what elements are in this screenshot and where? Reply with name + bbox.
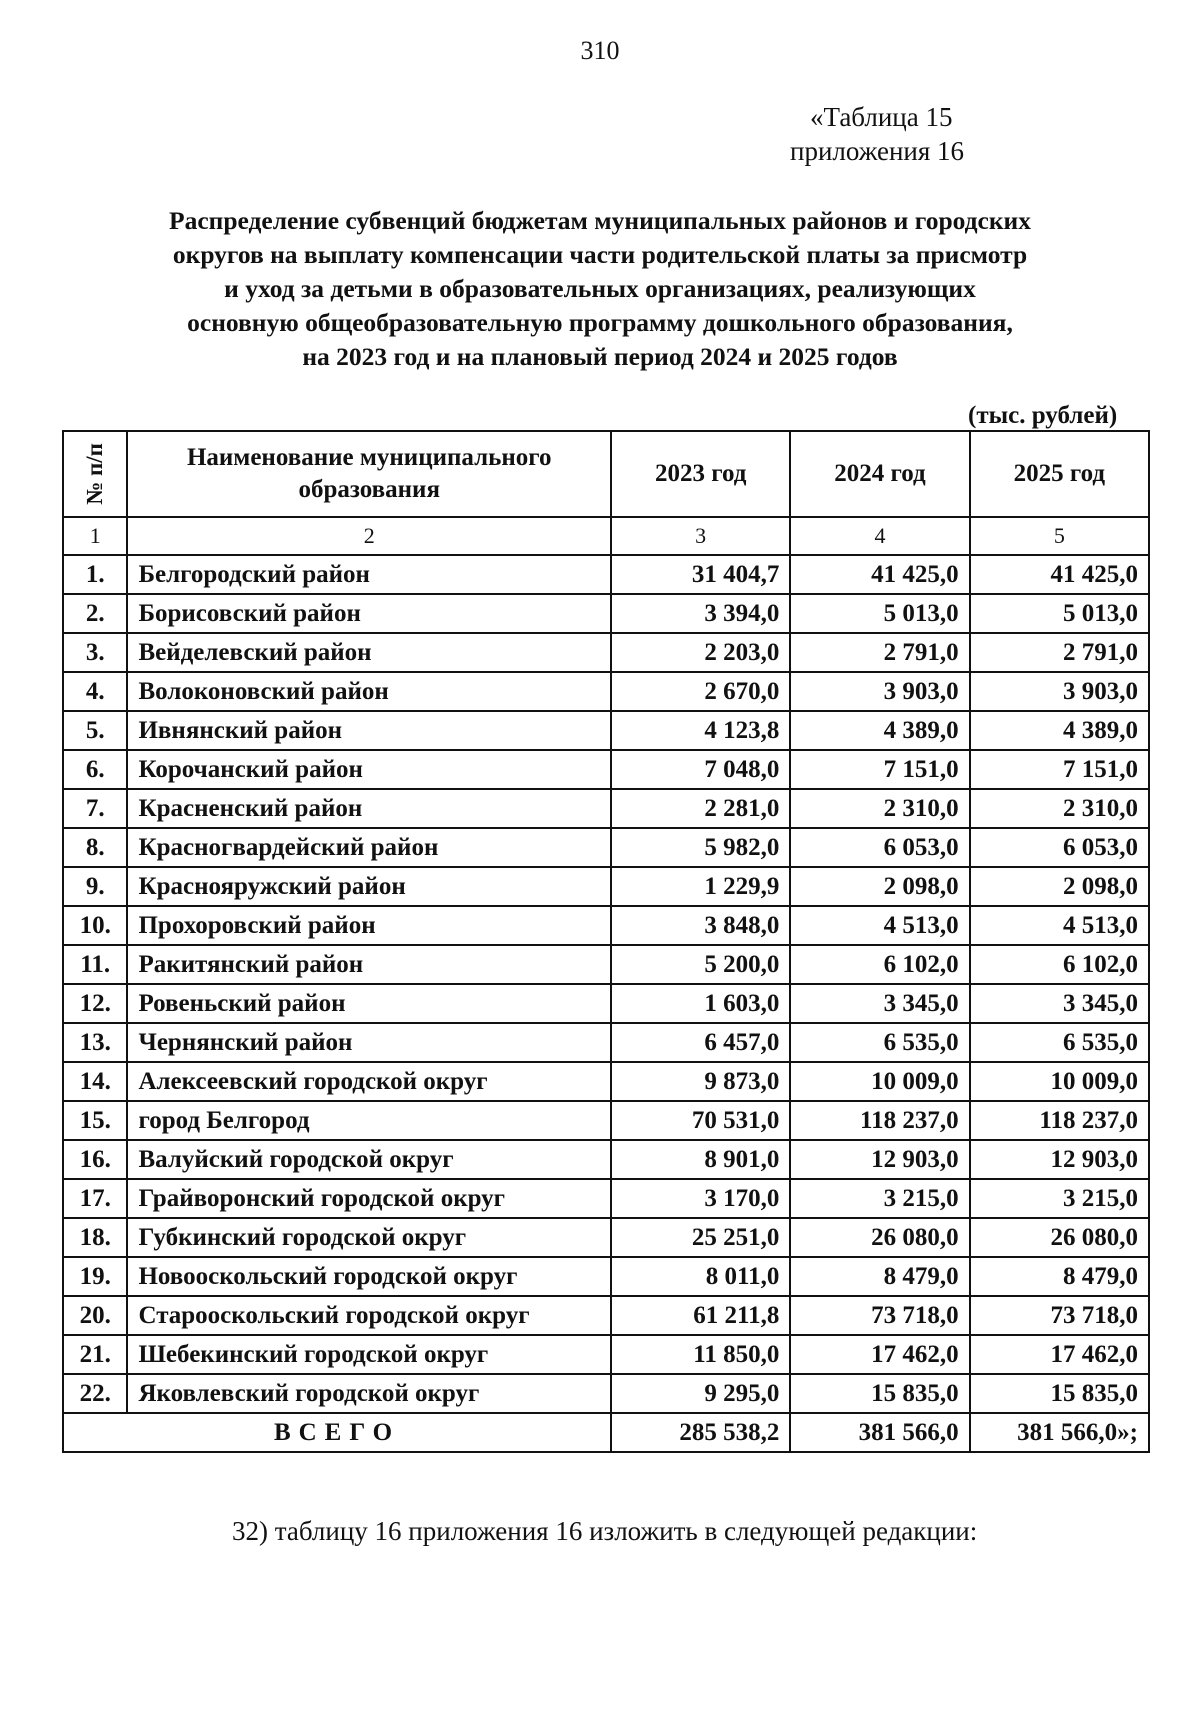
row-2023: 11 850,0: [611, 1335, 790, 1374]
row-2024: 12 903,0: [790, 1140, 969, 1179]
row-name: город Белгород: [127, 1101, 611, 1140]
row-name: Ракитянский район: [127, 945, 611, 984]
row-2024: 26 080,0: [790, 1218, 969, 1257]
row-2023: 1 603,0: [611, 984, 790, 1023]
row-2023: 31 404,7: [611, 555, 790, 594]
row-2024: 6 053,0: [790, 828, 969, 867]
row-number: 16.: [63, 1140, 127, 1179]
footer-text: 32) таблицу 16 приложения 16 изложить в следующей редакции:: [232, 1516, 978, 1546]
table-row: [63, 1101, 1149, 1140]
table-ref-line-1: «Таблица 15: [810, 102, 953, 132]
row-name: Губкинский городской округ: [127, 1218, 611, 1257]
header-name: Наименование муниципального образования: [127, 431, 611, 517]
header-2024: 2024 год: [790, 431, 969, 517]
total-label: ВСЕГО: [63, 1413, 611, 1452]
row-2024: 73 718,0: [790, 1296, 969, 1335]
column-number: 4: [790, 517, 969, 555]
row-name: Шебекинский городской округ: [127, 1335, 611, 1374]
column-number: 1: [63, 517, 127, 555]
row-2024: 3 345,0: [790, 984, 969, 1023]
row-2025: 5 013,0: [970, 594, 1149, 633]
title-line: и уход за детьми в образовательных организациях, реализующих: [224, 274, 976, 303]
table-row: [63, 633, 1149, 672]
row-2024: 41 425,0: [790, 555, 969, 594]
row-name: Белгородский район: [127, 555, 611, 594]
row-number: 17.: [63, 1179, 127, 1218]
column-number: 5: [970, 517, 1149, 555]
row-number: 12.: [63, 984, 127, 1023]
total-2023: 285 538,2: [611, 1413, 790, 1452]
row-name: Борисовский район: [127, 594, 611, 633]
row-number: 3.: [63, 633, 127, 672]
row-name: Красногвардейский район: [127, 828, 611, 867]
row-2023: 25 251,0: [611, 1218, 790, 1257]
table-ref-line-2: приложения 16: [790, 136, 965, 166]
row-2024: 8 479,0: [790, 1257, 969, 1296]
row-number: 1.: [63, 555, 127, 594]
row-number: 7.: [63, 789, 127, 828]
row-name: Яковлевский городской округ: [127, 1374, 611, 1413]
row-number: 20.: [63, 1296, 127, 1335]
units-label: (тыс. рублей): [968, 402, 1118, 429]
header-row: [63, 431, 1149, 517]
row-2025: 118 237,0: [970, 1101, 1149, 1140]
column-number: 2: [127, 517, 611, 555]
table-row: [63, 1218, 1149, 1257]
row-2023: 2 203,0: [611, 633, 790, 672]
row-2025: 2 791,0: [970, 633, 1149, 672]
table-row: [63, 1257, 1149, 1296]
table-row: [63, 750, 1149, 789]
row-2023: 2 670,0: [611, 672, 790, 711]
row-2025: 2 310,0: [970, 789, 1149, 828]
table-row: [63, 555, 1149, 594]
row-2025: 2 098,0: [970, 867, 1149, 906]
title-line: Распределение субвенций бюджетам муниципальных районов и городских: [169, 206, 1031, 235]
row-2025: 41 425,0: [970, 555, 1149, 594]
column-number-row: [63, 517, 1149, 555]
row-2024: 2 791,0: [790, 633, 969, 672]
row-name: Ивнянский район: [127, 711, 611, 750]
total-2024: 381 566,0: [790, 1413, 969, 1452]
row-name: Новооскольский городской округ: [127, 1257, 611, 1296]
table-reference: [790, 100, 964, 168]
column-number: 3: [611, 517, 790, 555]
row-2025: 7 151,0: [970, 750, 1149, 789]
row-2023: 9 295,0: [611, 1374, 790, 1413]
table-row: [63, 1335, 1149, 1374]
row-2024: 17 462,0: [790, 1335, 969, 1374]
row-2025: 10 009,0: [970, 1062, 1149, 1101]
row-2023: 9 873,0: [611, 1062, 790, 1101]
table-row: [63, 672, 1149, 711]
row-2025: 17 462,0: [970, 1335, 1149, 1374]
row-number: 22.: [63, 1374, 127, 1413]
row-2024: 7 151,0: [790, 750, 969, 789]
row-name: Грайворонский городской округ: [127, 1179, 611, 1218]
row-2025: 73 718,0: [970, 1296, 1149, 1335]
subvention-table: [62, 430, 1150, 1453]
row-2024: 10 009,0: [790, 1062, 969, 1101]
row-name: Валуйский городской округ: [127, 1140, 611, 1179]
row-2023: 7 048,0: [611, 750, 790, 789]
table-row: [63, 867, 1149, 906]
row-2025: 3 215,0: [970, 1179, 1149, 1218]
row-number: 13.: [63, 1023, 127, 1062]
row-number: 14.: [63, 1062, 127, 1101]
table-row: [63, 711, 1149, 750]
row-number: 11.: [63, 945, 127, 984]
row-2025: 4 513,0: [970, 906, 1149, 945]
row-2023: 61 211,8: [611, 1296, 790, 1335]
row-2023: 4 123,8: [611, 711, 790, 750]
table-row: [63, 1296, 1149, 1335]
row-2024: 3 903,0: [790, 672, 969, 711]
table-row: [63, 828, 1149, 867]
total-2025: 381 566,0»;: [970, 1413, 1149, 1452]
row-name: Чернянский район: [127, 1023, 611, 1062]
title-line: округов на выплату компенсации части родительской платы за присмотр: [172, 240, 1028, 269]
row-number: 21.: [63, 1335, 127, 1374]
row-2025: 3 903,0: [970, 672, 1149, 711]
row-2023: 3 394,0: [611, 594, 790, 633]
table-row: [63, 1179, 1149, 1218]
row-2023: 8 011,0: [611, 1257, 790, 1296]
header-2025: 2025 год: [970, 431, 1149, 517]
row-name: Корочанский район: [127, 750, 611, 789]
row-name: Алексеевский городской округ: [127, 1062, 611, 1101]
row-2023: 2 281,0: [611, 789, 790, 828]
title-line: на 2023 год и на плановый период 2024 и 2025 годов: [302, 342, 898, 371]
document-title: [60, 204, 1140, 374]
row-2023: 5 982,0: [611, 828, 790, 867]
row-2024: 15 835,0: [790, 1374, 969, 1413]
row-number: 6.: [63, 750, 127, 789]
row-2024: 3 215,0: [790, 1179, 969, 1218]
row-name: Вейделевский район: [127, 633, 611, 672]
row-2025: 6 102,0: [970, 945, 1149, 984]
table-row: [63, 945, 1149, 984]
row-2025: 4 389,0: [970, 711, 1149, 750]
table-row: [63, 1062, 1149, 1101]
row-2024: 6 102,0: [790, 945, 969, 984]
row-name: Старооскольский городской округ: [127, 1296, 611, 1335]
row-2025: 12 903,0: [970, 1140, 1149, 1179]
row-2023: 3 848,0: [611, 906, 790, 945]
page-number: 310: [580, 36, 620, 65]
row-2023: 1 229,9: [611, 867, 790, 906]
row-2025: 15 835,0: [970, 1374, 1149, 1413]
row-2025: 8 479,0: [970, 1257, 1149, 1296]
row-number: 9.: [63, 867, 127, 906]
table-row: [63, 594, 1149, 633]
row-number: 19.: [63, 1257, 127, 1296]
row-2023: 6 457,0: [611, 1023, 790, 1062]
header-number: № п/п: [63, 431, 127, 517]
row-name: Прохоровский район: [127, 906, 611, 945]
row-name: Красненский район: [127, 789, 611, 828]
row-2024: 6 535,0: [790, 1023, 969, 1062]
row-2023: 70 531,0: [611, 1101, 790, 1140]
row-number: 2.: [63, 594, 127, 633]
row-number: 8.: [63, 828, 127, 867]
row-2023: 5 200,0: [611, 945, 790, 984]
row-2024: 5 013,0: [790, 594, 969, 633]
row-2025: 6 535,0: [970, 1023, 1149, 1062]
row-2024: 4 513,0: [790, 906, 969, 945]
row-2024: 118 237,0: [790, 1101, 969, 1140]
table-row: [63, 1023, 1149, 1062]
row-2025: 6 053,0: [970, 828, 1149, 867]
row-number: 10.: [63, 906, 127, 945]
row-number: 15.: [63, 1101, 127, 1140]
title-line: основную общеобразовательную программу дошкольного образования,: [187, 308, 1013, 337]
table-row: [63, 789, 1149, 828]
row-2024: 2 310,0: [790, 789, 969, 828]
row-2025: 26 080,0: [970, 1218, 1149, 1257]
row-name: Волоконовский район: [127, 672, 611, 711]
row-2024: 4 389,0: [790, 711, 969, 750]
table-body: [63, 555, 1149, 1413]
row-number: 4.: [63, 672, 127, 711]
total-row: [63, 1413, 1149, 1452]
row-name: Краснояружский район: [127, 867, 611, 906]
table-row: [63, 1374, 1149, 1413]
row-2023: 3 170,0: [611, 1179, 790, 1218]
row-name: Ровеньский район: [127, 984, 611, 1023]
row-number: 5.: [63, 711, 127, 750]
row-2025: 3 345,0: [970, 984, 1149, 1023]
row-2024: 2 098,0: [790, 867, 969, 906]
row-number: 18.: [63, 1218, 127, 1257]
header-2023: 2023 год: [611, 431, 790, 517]
row-2023: 8 901,0: [611, 1140, 790, 1179]
table-row: [63, 1140, 1149, 1179]
table-row: [63, 984, 1149, 1023]
table-row: [63, 906, 1149, 945]
